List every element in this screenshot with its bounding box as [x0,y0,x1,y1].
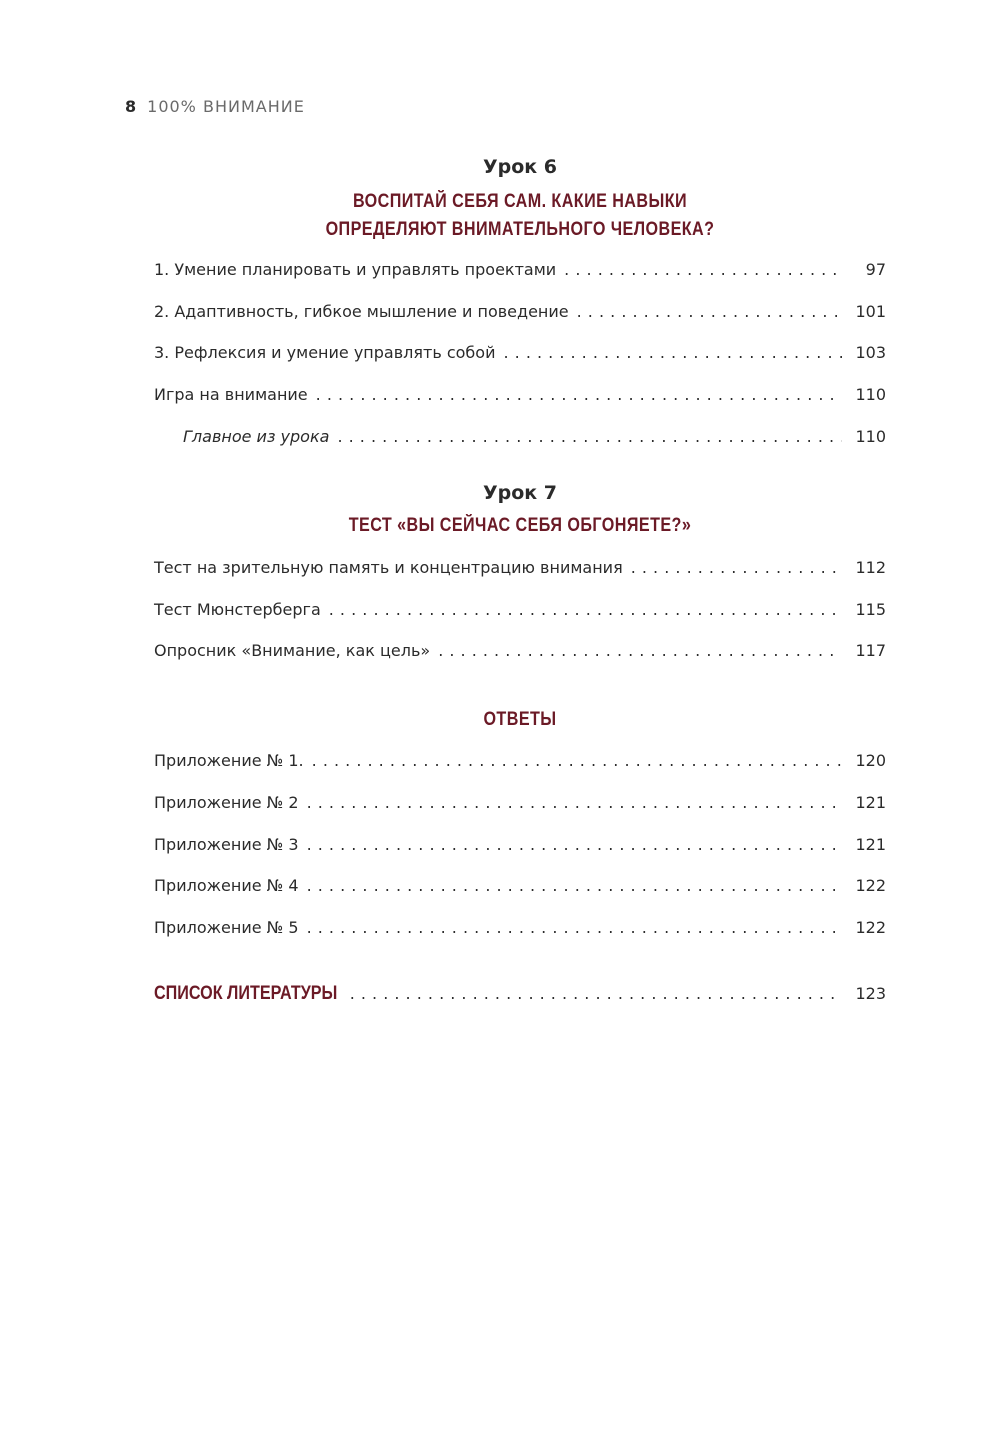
lesson-7-label: Урок 7 [482,482,558,504]
dot-leader [503,343,842,362]
toc-entry-text: 3. Рефлексия и умение управлять собой [154,343,496,362]
toc-entry-page: 123 [855,984,886,1003]
dot-leader [631,558,842,577]
dot-leader [312,751,842,770]
dot-leader [307,918,842,937]
toc-entry-page: 112 [855,558,886,577]
toc-entry-text: Тест на зрительную память и концентрацию внимания [154,558,623,577]
toc-entry-page: 117 [855,641,886,660]
answers-title: ОТВЕТЫ [483,709,557,730]
dot-leader [350,984,842,1003]
dot-leader [337,427,842,446]
toc-entry-text: Опросник «Внимание, как цель» [154,641,431,660]
dot-leader [577,302,842,321]
toc-entry-page: 103 [855,343,886,362]
toc-entry-page: 122 [855,918,886,937]
toc-entry-page: 110 [855,427,886,446]
toc-entry-text: 1. Умение планировать и управлять проектами [154,260,557,279]
toc-entry[interactable] [154,751,886,775]
book-title: 100% ВНИМАНИЕ [147,97,305,116]
dot-leader [316,385,842,404]
dot-leader [329,600,842,619]
toc-entry-text: Приложение № 3 [154,835,299,854]
toc-entry-page: 122 [855,876,886,895]
toc-entry-text: Приложение № 5 [154,918,299,937]
lesson-7-title: ТЕСТ «ВЫ СЕЙЧАС СЕБЯ ОБГОНЯЕТЕ?» [348,515,692,536]
toc-entry-text: 2. Адаптивность, гибкое мышление и поведение [154,302,569,321]
toc-entry-page: 120 [855,751,886,770]
toc-entry[interactable] [154,302,886,326]
toc-entry[interactable] [154,876,886,900]
toc-entry-text: Приложение № 2 [154,793,299,812]
running-head [125,97,305,116]
toc-entry[interactable] [154,385,886,409]
lesson-6-title-line-2: ОПРЕДЕЛЯЮТ ВНИМАТЕЛЬНОГО ЧЕЛОВЕКА? [325,219,715,240]
toc-entry-text: Тест Мюнстерберга [154,600,321,619]
toc-entry[interactable] [154,343,886,367]
dot-leader [564,260,842,279]
dot-leader [307,793,842,812]
toc-entry-text: Приложение № 1. [154,751,304,770]
toc-entry[interactable] [154,835,886,859]
toc-entry-text: Главное из урока [183,427,330,446]
lesson-6-label: Урок 6 [482,156,558,178]
toc-entry[interactable] [154,260,886,284]
toc-entry-page: 101 [855,302,886,321]
lesson-6-title-line-1: ВОСПИТАЙ СЕБЯ САМ. КАКИЕ НАВЫКИ [352,191,688,212]
toc-entry-text: Приложение № 4 [154,876,299,895]
toc-entry[interactable] [154,793,886,817]
dot-leader [307,835,842,854]
toc-entry-page: 97 [865,260,886,279]
toc-entry[interactable] [154,600,886,624]
toc-entry-page: 121 [855,835,886,854]
toc-entry-bibliography[interactable] [154,983,886,1007]
toc-entry-page: 121 [855,793,886,812]
toc-entry-page: 110 [855,385,886,404]
toc-entry[interactable] [154,918,886,942]
toc-entry-page: 115 [855,600,886,619]
toc-subentry[interactable] [154,427,886,451]
toc-entry[interactable] [154,641,886,665]
dot-leader [438,641,842,660]
toc-entry-text: Игра на внимание [154,385,308,404]
dot-leader [307,876,842,895]
page-number: 8 [125,97,138,116]
toc-entry-text: СПИСОК ЛИТЕРАТУРЫ [154,983,338,1004]
toc-entry[interactable] [154,558,886,582]
